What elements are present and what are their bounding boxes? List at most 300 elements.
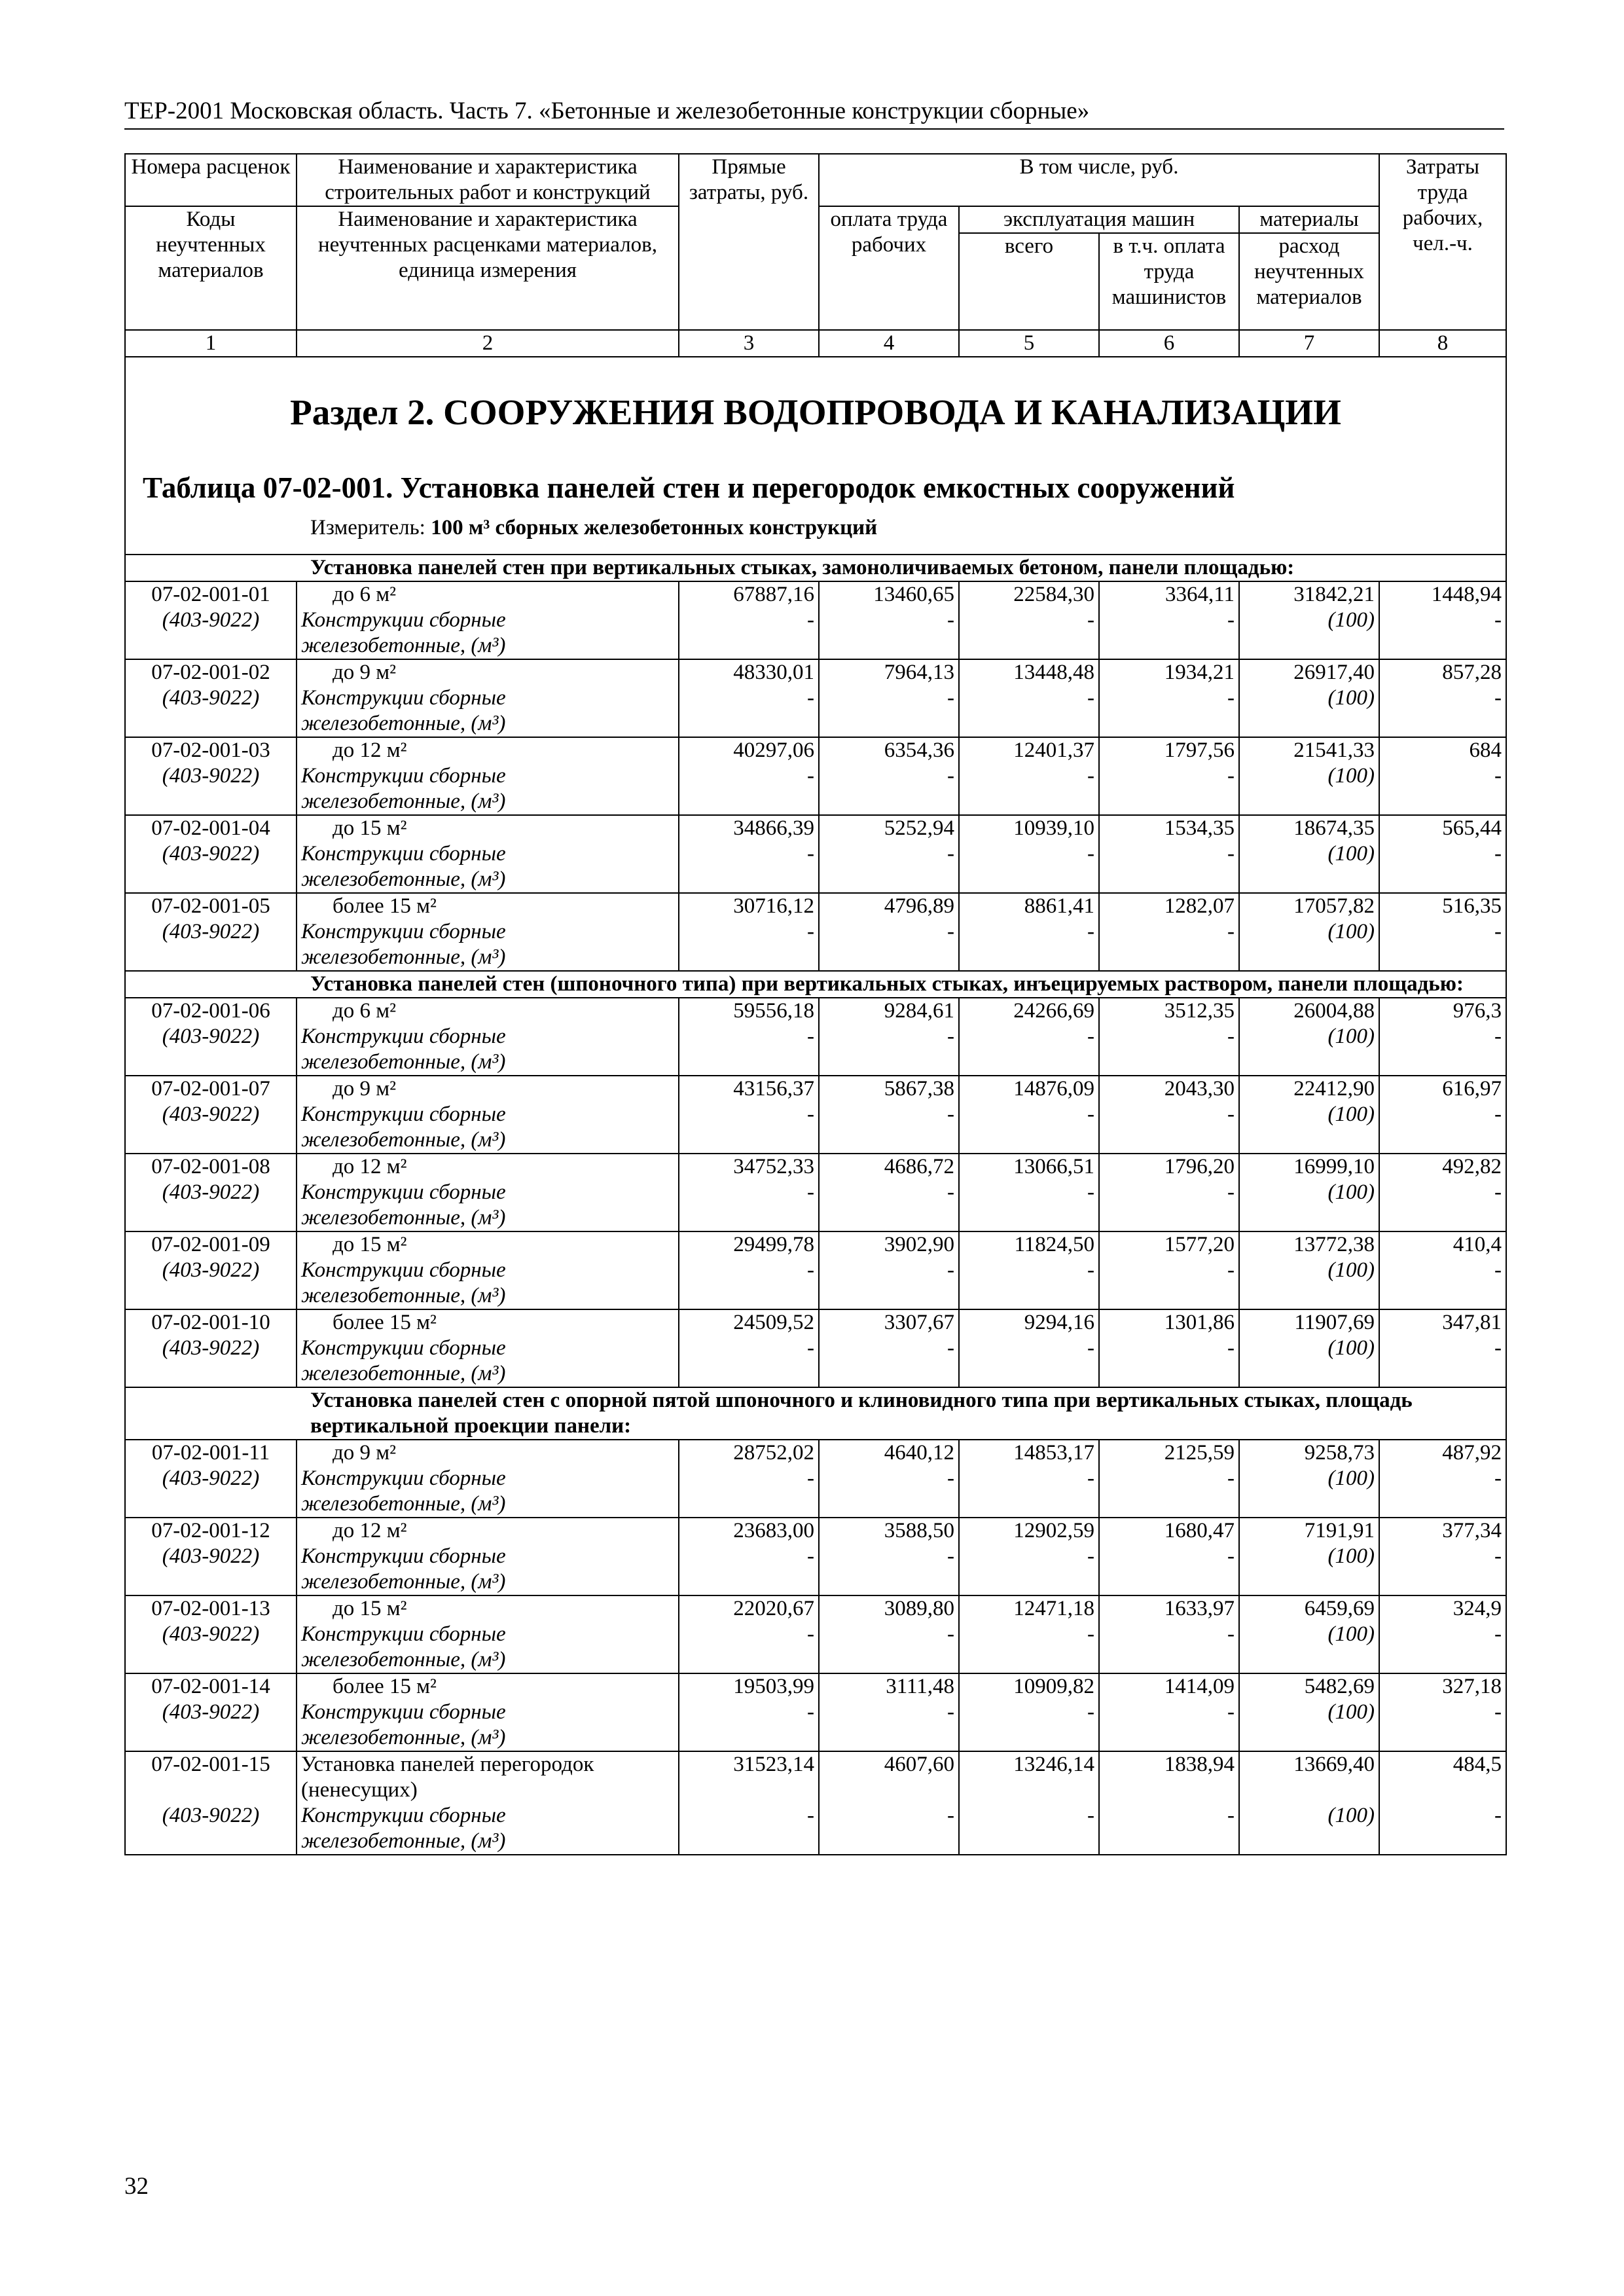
value: 327,18 — [1442, 1675, 1502, 1698]
value: 1633,97 — [1164, 1597, 1235, 1620]
table-row — [125, 1595, 1506, 1673]
value: 28752,02 — [733, 1441, 814, 1465]
dash: - — [1494, 1700, 1502, 1724]
value-c3 — [679, 998, 819, 1076]
value: 1577,20 — [1164, 1233, 1235, 1256]
material-code: (403-9022) — [162, 764, 260, 788]
value: 11907,69 — [1294, 1311, 1375, 1334]
rate-code-cell — [125, 815, 297, 893]
group-title: Установка панелей стен с опорной пятой шпоночного и клиновидного типа при вертикальных стыках, площадь вертикальной проекции панели: — [125, 1387, 1506, 1440]
value-c8 — [1379, 1673, 1506, 1751]
group-header-row — [125, 1387, 1506, 1440]
value-c6 — [1099, 815, 1239, 893]
value-c3 — [679, 1518, 819, 1595]
value: 976,3 — [1453, 999, 1502, 1023]
value: 13246,14 — [1013, 1753, 1094, 1776]
value-c4 — [819, 1154, 959, 1231]
material-name: Конструкции сборные железобетонные, (м³) — [301, 764, 506, 813]
work-name: до 12 м² — [333, 1155, 407, 1178]
dash: - — [1087, 1700, 1094, 1724]
value-c7 — [1239, 659, 1379, 737]
value-c8 — [1379, 737, 1506, 815]
running-header: ТЕР-2001 Московская область. Часть 7. «Бетонные и железобетонные конструкции сборные» — [124, 97, 1504, 130]
col-1-bottom-header: Коды неучтенных материалов — [125, 206, 297, 330]
page-number: 32 — [124, 2173, 149, 2200]
value: 5482,69 — [1304, 1675, 1375, 1698]
material-qty: (100) — [1327, 1180, 1375, 1204]
incl-header: В том числе, руб. — [819, 154, 1379, 206]
dash: - — [1494, 1467, 1502, 1490]
value: 13669,40 — [1293, 1753, 1375, 1776]
dash: - — [947, 608, 954, 632]
value: 10909,82 — [1013, 1675, 1094, 1698]
table-row — [125, 1076, 1506, 1154]
machines-header: эксплуатация машин — [959, 206, 1239, 233]
dash: - — [1087, 1258, 1094, 1282]
dash: - — [1227, 1544, 1235, 1568]
value: 22584,30 — [1013, 583, 1094, 606]
value-c4 — [819, 1440, 959, 1518]
material-name: Конструкции сборные железобетонные, (м³) — [301, 686, 506, 735]
dash: - — [1087, 1622, 1094, 1646]
material-name: Конструкции сборные железобетонные, (м³) — [301, 1336, 506, 1385]
material-name: Конструкции сборные железобетонные, (м³) — [301, 1102, 506, 1152]
value-c8 — [1379, 815, 1506, 893]
value-c5 — [959, 1751, 1099, 1855]
value: 324,9 — [1453, 1597, 1502, 1620]
value: 9284,61 — [884, 999, 954, 1023]
value-c3 — [679, 1751, 819, 1855]
value: 11824,50 — [1014, 1233, 1094, 1256]
value: 3512,35 — [1164, 999, 1235, 1023]
name-cell — [297, 1518, 679, 1595]
value: 13772,38 — [1293, 1233, 1375, 1256]
value-c5 — [959, 737, 1099, 815]
value: 1797,56 — [1164, 738, 1235, 762]
material-name: Конструкции сборные железобетонные, (м³) — [301, 1180, 506, 1230]
dash: - — [947, 1336, 954, 1360]
measure-line — [310, 515, 877, 541]
material-code: (403-9022) — [162, 1544, 260, 1568]
group-title: Установка панелей стен (шпоночного типа) при вертикальных стыках, инъецируемых раствором, панели площадью: — [125, 971, 1506, 998]
dash: - — [1494, 686, 1502, 710]
value-c7 — [1239, 581, 1379, 659]
dash: - — [807, 1544, 814, 1568]
material-qty: (100) — [1327, 1622, 1375, 1646]
column-number: 4 — [819, 330, 959, 357]
value-c5 — [959, 659, 1099, 737]
table-row — [125, 1673, 1506, 1751]
value-c5 — [959, 1154, 1099, 1231]
value: 3307,67 — [884, 1311, 954, 1334]
material-code: (403-9022) — [162, 920, 260, 943]
name-cell — [297, 1231, 679, 1309]
value: 347,81 — [1442, 1311, 1502, 1334]
value: 6354,36 — [884, 738, 954, 762]
work-name: более 15 м² — [333, 1675, 437, 1698]
value: 1534,35 — [1164, 816, 1235, 840]
name-cell — [297, 1673, 679, 1751]
col-2-bottom-header: Наименование и характеристика неучтенных расценками материалов, единица измерения — [297, 206, 679, 330]
dash: - — [807, 608, 814, 632]
table-row — [125, 1231, 1506, 1309]
value-c5 — [959, 581, 1099, 659]
value-c7 — [1239, 893, 1379, 971]
material-name: Конструкции сборные железобетонные, (м³) — [301, 1700, 506, 1749]
material-code: (403-9022) — [162, 1258, 260, 1282]
value: 24266,69 — [1013, 999, 1094, 1023]
dash: - — [947, 920, 954, 943]
material-qty: (100) — [1327, 608, 1375, 632]
material-code: (403-9022) — [162, 608, 260, 632]
dash: - — [807, 1336, 814, 1360]
dash: - — [1227, 1700, 1235, 1724]
table-row — [125, 1154, 1506, 1231]
dash: - — [807, 1180, 814, 1204]
rate-code-cell — [125, 1751, 297, 1855]
value: 14853,17 — [1013, 1441, 1094, 1465]
dash: - — [1494, 842, 1502, 866]
value: 13460,65 — [873, 583, 954, 606]
value: 3902,90 — [884, 1233, 954, 1256]
rate-code-cell — [125, 1673, 297, 1751]
value-c3 — [679, 1076, 819, 1154]
column-number: 3 — [679, 330, 819, 357]
value-c4 — [819, 998, 959, 1076]
dash: - — [807, 686, 814, 710]
value: 59556,18 — [733, 999, 814, 1023]
dash: - — [807, 1102, 814, 1126]
value-c8 — [1379, 998, 1506, 1076]
value-c4 — [819, 581, 959, 659]
value-c8 — [1379, 1154, 1506, 1231]
dash: - — [947, 1804, 954, 1827]
value-c3 — [679, 737, 819, 815]
value-c7 — [1239, 1751, 1379, 1855]
name-cell — [297, 893, 679, 971]
material-name: Конструкции сборные железобетонные, (м³) — [301, 1622, 506, 1671]
value: 1680,47 — [1164, 1519, 1235, 1542]
value-c6 — [1099, 581, 1239, 659]
value-c7 — [1239, 1440, 1379, 1518]
col-7-header: расход неучтенных материалов — [1239, 233, 1379, 330]
value: 12401,37 — [1013, 738, 1094, 762]
value-c6 — [1099, 659, 1239, 737]
value-c4 — [819, 1673, 959, 1751]
value-c3 — [679, 1595, 819, 1673]
value: 7191,91 — [1304, 1519, 1375, 1542]
rate-code-cell — [125, 998, 297, 1076]
value: 3364,11 — [1164, 583, 1235, 606]
material-qty: (100) — [1327, 1544, 1375, 1568]
material-qty: (100) — [1327, 686, 1375, 710]
dash: - — [1227, 608, 1235, 632]
value-c6 — [1099, 1154, 1239, 1231]
dash: - — [1494, 1622, 1502, 1646]
col-3-header: Прямые затраты, руб. — [679, 154, 819, 330]
value-c7 — [1239, 737, 1379, 815]
value-c4 — [819, 893, 959, 971]
material-qty: (100) — [1327, 1467, 1375, 1490]
col-6-header: в т.ч. оплата труда машинистов — [1099, 233, 1239, 330]
dash: - — [947, 764, 954, 788]
material-name: Конструкции сборные железобетонные, (м³) — [301, 842, 506, 891]
col-4-header: оплата труда рабочих — [819, 206, 959, 330]
dash: - — [1227, 842, 1235, 866]
col-2-top-header: Наименование и характеристика строительных работ и конструкций — [297, 154, 679, 206]
material-name: Конструкции сборные железобетонные, (м³) — [301, 920, 506, 969]
value-c4 — [819, 737, 959, 815]
value-c3 — [679, 659, 819, 737]
value: 14876,09 — [1013, 1077, 1094, 1101]
value-c7 — [1239, 998, 1379, 1076]
value-c6 — [1099, 998, 1239, 1076]
value: 13066,51 — [1013, 1155, 1094, 1178]
dash: - — [807, 764, 814, 788]
dash: - — [1227, 1336, 1235, 1360]
value-c8 — [1379, 659, 1506, 737]
column-number: 2 — [297, 330, 679, 357]
value: 6459,69 — [1304, 1597, 1375, 1620]
value-c6 — [1099, 1595, 1239, 1673]
value-c5 — [959, 893, 1099, 971]
value: 410,4 — [1453, 1233, 1502, 1256]
material-name: Конструкции сборные железобетонные, (м³) — [301, 608, 506, 657]
value: 18674,35 — [1293, 816, 1375, 840]
dash: - — [807, 1258, 814, 1282]
column-number: 7 — [1239, 330, 1379, 357]
value: 31523,14 — [733, 1753, 814, 1776]
value-c8 — [1379, 1595, 1506, 1673]
value-c5 — [959, 815, 1099, 893]
rate-code-cell — [125, 1309, 297, 1387]
value: 29499,78 — [733, 1233, 814, 1256]
column-number: 8 — [1379, 330, 1506, 357]
dash: - — [1494, 920, 1502, 943]
material-code: (403-9022) — [162, 1804, 260, 1827]
value: 3111,48 — [886, 1675, 954, 1698]
table-row — [125, 659, 1506, 737]
value-c5 — [959, 1518, 1099, 1595]
value: 26004,88 — [1293, 999, 1375, 1023]
value-c4 — [819, 1309, 959, 1387]
value-c7 — [1239, 815, 1379, 893]
value-c8 — [1379, 1440, 1506, 1518]
table-row — [125, 1751, 1506, 1855]
col-8-header: Затраты труда рабочих, чел.-ч. — [1379, 154, 1506, 330]
dash: - — [1227, 920, 1235, 943]
value: 492,82 — [1442, 1155, 1502, 1178]
value-c6 — [1099, 737, 1239, 815]
dash: - — [1494, 1180, 1502, 1204]
column-number: 1 — [125, 330, 297, 357]
dash: - — [1227, 1258, 1235, 1282]
value-c6 — [1099, 1309, 1239, 1387]
value-c5 — [959, 1440, 1099, 1518]
dash: - — [1227, 1180, 1235, 1204]
value: 4607,60 — [884, 1753, 954, 1776]
dash: - — [947, 1700, 954, 1724]
value: 30716,12 — [733, 894, 814, 918]
material-name: Конструкции сборные железобетонные, (м³) — [301, 1544, 506, 1594]
dash: - — [1087, 920, 1094, 943]
work-name: до 15 м² — [333, 1597, 407, 1620]
material-qty: (100) — [1327, 1804, 1375, 1827]
dash: - — [947, 1467, 954, 1490]
value-c4 — [819, 1076, 959, 1154]
rate-code: 07-02-001-09 — [151, 1233, 270, 1256]
dash: - — [947, 842, 954, 866]
measure-label: Измеритель: — [310, 516, 425, 539]
dash: - — [1227, 1467, 1235, 1490]
work-name: до 6 м² — [333, 583, 397, 606]
value: 31842,21 — [1293, 583, 1375, 606]
dash: - — [947, 1544, 954, 1568]
column-number: 5 — [959, 330, 1099, 357]
work-name: до 15 м² — [333, 1233, 407, 1256]
value-c5 — [959, 998, 1099, 1076]
dash: - — [1087, 842, 1094, 866]
work-name: до 12 м² — [333, 1519, 407, 1542]
work-name: более 15 м² — [333, 894, 437, 918]
group-title: Установка панелей стен при вертикальных стыках, замоноличиваемых бетоном, панели площадью: — [125, 555, 1506, 581]
rate-code-cell — [125, 1440, 297, 1518]
material-name: Конструкции сборные железобетонные, (м³) — [301, 1025, 506, 1074]
value: 516,35 — [1442, 894, 1502, 918]
table-row — [125, 1440, 1506, 1518]
dash: - — [1087, 1180, 1094, 1204]
rate-code: 07-02-001-08 — [151, 1155, 270, 1178]
value: 4686,72 — [884, 1155, 954, 1178]
work-name: до 9 м² — [333, 1441, 397, 1465]
name-cell — [297, 1154, 679, 1231]
material-code: (403-9022) — [162, 1622, 260, 1646]
value: 377,34 — [1442, 1519, 1502, 1542]
value-c5 — [959, 1231, 1099, 1309]
materials-header: материалы — [1239, 206, 1379, 233]
material-code: (403-9022) — [162, 1336, 260, 1360]
value: 3588,50 — [884, 1519, 954, 1542]
dash: - — [1227, 764, 1235, 788]
dash: - — [947, 1102, 954, 1126]
rate-code: 07-02-001-14 — [151, 1675, 270, 1698]
value-c3 — [679, 1309, 819, 1387]
value-c3 — [679, 1673, 819, 1751]
name-cell — [297, 1751, 679, 1855]
value: 1301,86 — [1164, 1311, 1235, 1334]
group-header-row — [125, 971, 1506, 998]
column-number: 6 — [1099, 330, 1239, 357]
value: 23683,00 — [733, 1519, 814, 1542]
value: 857,28 — [1442, 661, 1502, 684]
work-name: до 9 м² — [333, 661, 397, 684]
value-c5 — [959, 1595, 1099, 1673]
value-c8 — [1379, 1076, 1506, 1154]
material-code: (403-9022) — [162, 1700, 260, 1724]
dash: - — [807, 1804, 814, 1827]
name-cell — [297, 1440, 679, 1518]
dash: - — [807, 1622, 814, 1646]
value-c4 — [819, 1751, 959, 1855]
material-qty: (100) — [1327, 1102, 1375, 1126]
value-c4 — [819, 1595, 959, 1673]
value: 1838,94 — [1164, 1753, 1235, 1776]
material-name: Конструкции сборные железобетонные, (м³) — [301, 1467, 506, 1516]
value: 8861,41 — [1024, 894, 1094, 918]
dash: - — [947, 1180, 954, 1204]
work-name: до 15 м² — [333, 816, 407, 840]
rate-code-cell — [125, 1076, 297, 1154]
dash: - — [807, 1700, 814, 1724]
table-row — [125, 815, 1506, 893]
dash: - — [807, 1467, 814, 1490]
rate-code-cell — [125, 1518, 297, 1595]
group-header-row — [125, 555, 1506, 581]
name-cell — [297, 998, 679, 1076]
table-row — [125, 893, 1506, 971]
material-code: (403-9022) — [162, 1180, 260, 1204]
rate-code: 07-02-001-11 — [151, 1441, 270, 1465]
dash: - — [1494, 764, 1502, 788]
value: 22412,90 — [1293, 1077, 1375, 1101]
table-row — [125, 737, 1506, 815]
rate-code-cell — [125, 1595, 297, 1673]
value-c3 — [679, 893, 819, 971]
value-c8 — [1379, 1309, 1506, 1387]
work-name: более 15 м² — [333, 1311, 437, 1334]
work-name: до 12 м² — [333, 738, 407, 762]
value-c7 — [1239, 1154, 1379, 1231]
material-qty: (100) — [1327, 764, 1375, 788]
material-name: Конструкции сборные железобетонные, (м³) — [301, 1258, 506, 1307]
value: 4796,89 — [884, 894, 954, 918]
value: 48330,01 — [733, 661, 814, 684]
value-c7 — [1239, 1673, 1379, 1751]
title-block — [125, 357, 1506, 555]
value-c7 — [1239, 1518, 1379, 1595]
value-c3 — [679, 1231, 819, 1309]
value: 12902,59 — [1013, 1519, 1094, 1542]
value: 17057,82 — [1293, 894, 1375, 918]
name-cell — [297, 659, 679, 737]
rate-code-cell — [125, 581, 297, 659]
value-c4 — [819, 1518, 959, 1595]
dash: - — [1494, 608, 1502, 632]
dash: - — [947, 1622, 954, 1646]
value: 684 — [1469, 738, 1502, 762]
name-cell — [297, 1309, 679, 1387]
dash: - — [1494, 1258, 1502, 1282]
dash: - — [1494, 1336, 1502, 1360]
rate-code-cell — [125, 1154, 297, 1231]
material-code: (403-9022) — [162, 842, 260, 866]
dash: - — [1494, 1102, 1502, 1126]
rate-code: 07-02-001-13 — [151, 1597, 270, 1620]
value-c7 — [1239, 1076, 1379, 1154]
value: 5252,94 — [884, 816, 954, 840]
section-title: Раздел 2. СООРУЖЕНИЯ ВОДОПРОВОДА И КАНАЛИЗАЦИИ — [290, 392, 1341, 432]
dash: - — [1227, 1622, 1235, 1646]
rates-table — [124, 153, 1507, 1855]
work-name: Установка панелей перегородок (ненесущих) — [301, 1753, 594, 1802]
rate-code-cell — [125, 893, 297, 971]
dash: - — [1087, 1544, 1094, 1568]
value: 1282,07 — [1164, 894, 1235, 918]
value: 3089,80 — [884, 1597, 954, 1620]
dash: - — [1087, 1467, 1094, 1490]
material-qty: (100) — [1327, 1258, 1375, 1282]
dash: - — [1087, 1102, 1094, 1126]
